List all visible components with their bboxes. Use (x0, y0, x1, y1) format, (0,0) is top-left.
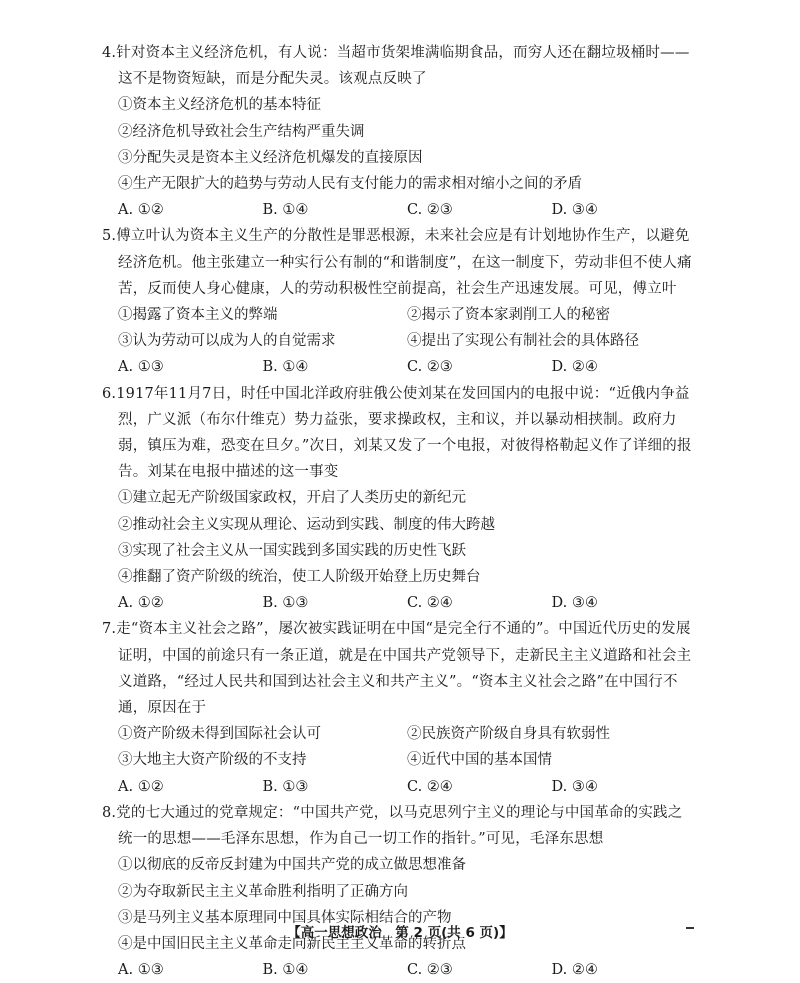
option-b: B. ①④ (262, 359, 309, 376)
option-d: D. ②④ (551, 359, 598, 376)
answer-options (102, 197, 696, 223)
statement-row (102, 302, 696, 328)
option-d: D. ③④ (551, 778, 598, 795)
statement-item: ①揭露了资本主义的弊端 (118, 307, 278, 324)
option-a: A. ①③ (118, 359, 164, 376)
option-c: C. ②③ (407, 962, 453, 979)
statement-item: ④近代中国的基本国情 (407, 752, 552, 769)
option-b: B. ①③ (262, 595, 309, 612)
option-b: B. ①④ (262, 962, 309, 979)
statement-item: ①资本主义经济危机的基本特征 (118, 97, 321, 114)
option-c: C. ②④ (407, 595, 453, 612)
statement-item: ②推动社会主义实现从理论、运动到实践、制度的伟大跨越 (118, 516, 495, 533)
option-a: A. ①② (118, 778, 164, 795)
statement-row (102, 328, 696, 354)
question-stem: 7.走“资本主义社会之路”，屡次被实践证明在中国“是完全行不通的”。中国近代历史的发展证明，中国的前途只有一条正道，就是在中国共产党领导下，走新民主主义道路和社会主义道路，“经过人民共和国到达社会主义和共产主义”。“资本主义社会之路”在中国行不通，原因在于 (102, 621, 692, 717)
statement-item: ④推翻了资产阶级的统治，使工人阶级开始登上历史舞台 (118, 569, 481, 586)
statement-item: ③认为劳动可以成为人的自觉需求 (118, 333, 336, 350)
question-stem: 4.针对资本主义经济危机，有人说：当超市货架堆满临期食品，而穷人还在翻垃圾桶时——这不是物资短缺，而是分配失灵。该观点反映了 (102, 45, 690, 88)
statement-item: ④生产无限扩大的趋势与劳动人民有支付能力的需求相对缩小之间的矛盾 (118, 176, 582, 193)
statement-item: ①以彻底的反帝反封建为中国共产党的成立做思想准备 (118, 857, 466, 874)
statement-item: ②经济危机导致社会生产结构严重失调 (118, 123, 365, 140)
question-8 (102, 800, 696, 983)
question-5 (102, 223, 696, 380)
statement-item: ③分配失灵是资本主义经济危机爆发的直接原因 (118, 149, 423, 166)
question-6 (102, 381, 696, 617)
option-c: C. ②④ (407, 778, 453, 795)
option-c: C. ②③ (407, 359, 453, 376)
statement-item: ②揭示了资本家剥削工人的秘密 (407, 307, 610, 324)
question-7 (102, 616, 696, 799)
statement-item: ③大地主大资产阶级的不支持 (118, 752, 307, 769)
statement-row (102, 747, 696, 773)
option-a: A. ①② (118, 595, 164, 612)
page-footer: 【高一思想政治 第 2 页(共 6 页)】 (287, 925, 513, 941)
option-b: B. ①④ (262, 202, 309, 219)
option-b: B. ①③ (262, 778, 309, 795)
statement-item: ②民族资产阶级自身具有软弱性 (407, 726, 610, 743)
statement-row (102, 721, 696, 747)
option-d: D. ③④ (551, 202, 598, 219)
statement-item: ①建立起无产阶级国家政权，开启了人类历史的新纪元 (118, 490, 466, 507)
question-stem: 6.1917年11月7日，时任中国北洋政府驻俄公使刘某在发回国内的电报中说：“近俄内争益烈，广义派（布尔什维克）势力益张，要求操政权，主和议，并以暴动相挟制。政府力弱，镇压为难，恐变在旦夕。”次日，刘某又发了一个电报，对彼得格勒起义作了详细的报告。刘某在电报中描述的这一事变 (102, 385, 692, 481)
statement-item: ①资产阶级未得到国际社会认可 (118, 726, 321, 743)
statement-item: ③实现了社会主义从一国实践到多国实践的历史性飞跃 (118, 542, 466, 559)
option-a: A. ①③ (118, 962, 164, 979)
option-a: A. ①② (118, 202, 164, 219)
question-stem: 5.傅立叶认为资本主义生产的分散性是罪恶根源，未来社会应是有计划地协作生产，以避免经济危机。他主张建立一种实行公有制的“和谐制度”，在这一制度下，劳动非但不使人痛苦，反而使人身心健康，人的劳动积极性空前提高，社会生产迅速发展。可见，傅立叶 (102, 228, 692, 297)
option-d: D. ②④ (551, 962, 598, 979)
option-d: D. ③④ (551, 595, 598, 612)
answer-options (102, 957, 696, 983)
option-c: C. ②③ (407, 202, 453, 219)
statement-item: ③是马列主义基本原理同中国具体实际相结合的产物 (118, 909, 452, 926)
question-4 (102, 40, 696, 223)
statement-item: ②为夺取新民主主义革命胜利指明了正确方向 (118, 883, 408, 900)
answer-options (102, 354, 696, 380)
corner-mark (686, 927, 694, 929)
statement-item: ④提出了实现公有制社会的具体路径 (407, 333, 639, 350)
statement-item: ④是中国旧民主主义革命走向新民主主义革命的转折点 (118, 935, 466, 952)
answer-options (102, 590, 696, 616)
question-stem: 8.党的七大通过的党章规定：“中国共产党，以马克思列宁主义的理论与中国革命的实践之统一的思想——毛泽东思想，作为自己一切工作的指针。”可见，毛泽东思想 (102, 804, 683, 848)
answer-options (102, 774, 696, 800)
